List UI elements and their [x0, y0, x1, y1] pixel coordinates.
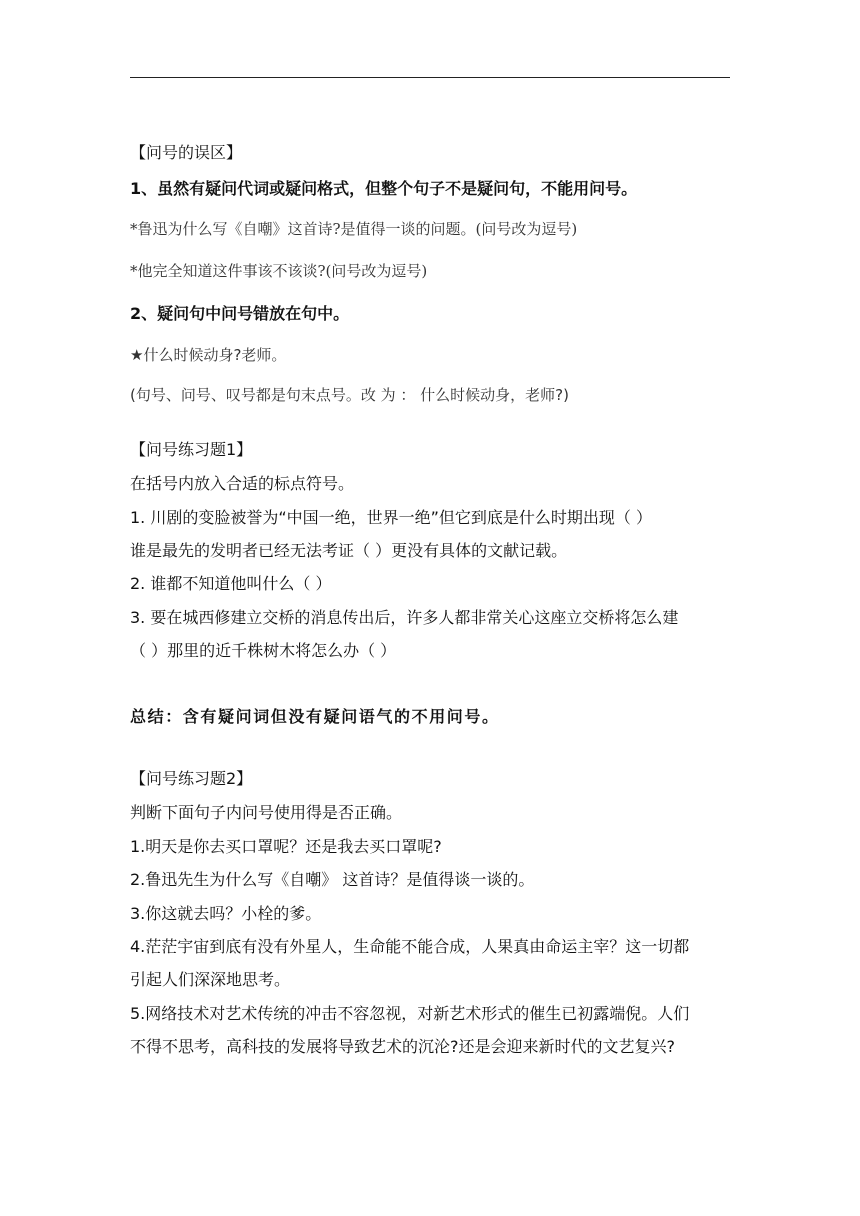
example-2: *他完全知道这件事该不该谈?(问号改为逗号) — [130, 262, 428, 280]
rule-1: 1、虽然有疑问代词或疑问格式，但整个句子不是疑问句，不能用问号。 — [130, 179, 638, 198]
exercise-2-q4-line1: 4.茫茫宇宙到底有没有外星人，生命能不能合成，人果真由命运主宰？这一切都 — [130, 937, 690, 956]
exercise-1-q3-line1: 3. 要在城西修建立交桥的消息传出后，许多人都非常关心这座立交桥将怎么建 — [130, 608, 679, 627]
exercise-1-instruction: 在括号内放入合适的标点符号。 — [130, 474, 355, 493]
exercise-2-instruction: 判断下面句子内问号使用得是否正确。 — [130, 803, 403, 822]
exercise-1-title: 【问号练习题1】 — [130, 440, 253, 459]
exercise-1-q1-line1: 1. 川剧的变脸被誉为“中国一绝，世界一绝”但它到底是什么时期出现（ ） — [130, 508, 653, 527]
exercise-2-q3: 3.你这就去吗？小栓的爹。 — [130, 904, 322, 923]
example-4: (句号、问号、叹号都是句末点号。改 为 ： 什么时候动身，老师?) — [130, 386, 569, 404]
exercise-1-q1-line2: 谁是最先的发明者已经无法考证（ ）更没有具体的文献记载。 — [130, 541, 568, 560]
exercise-2-q4-line2: 引起人们深深地思考。 — [130, 970, 291, 989]
exercise-1-q3-line2: （ ）那里的近千株树木将怎么办（ ） — [130, 641, 397, 660]
exercise-2-title: 【问号练习题2】 — [130, 769, 253, 788]
example-1: *鲁迅为什么写《自嘲》这首诗?是值得一谈的问题。(问号改为逗号) — [130, 220, 578, 238]
exercise-2-q5-line1: 5.网络技术对艺术传统的冲击不容忽视，对新艺术形式的催生已初露端倪。人们 — [130, 1004, 690, 1023]
rule-2: 2、疑问句中问号错放在句中。 — [130, 304, 350, 323]
exercise-2-q5-line2: 不得不思考，高科技的发展将导致艺术的沉沦?还是会迎来新时代的文艺复兴? — [130, 1037, 675, 1056]
exercise-2-q1: 1.明天是你去买口罩呢？还是我去买口罩呢? — [130, 837, 442, 856]
exercise-1-q2: 2. 谁都不知道他叫什么（ ） — [130, 574, 332, 593]
header-rule — [130, 77, 730, 78]
summary: 总结：含有疑问词但没有疑问语气的不用问号。 — [130, 707, 500, 726]
exercise-2-q2: 2.鲁迅先生为什么写《自嘲》 这首诗？是值得谈一谈的。 — [130, 870, 535, 889]
example-3: ★什么时候动身?老师。 — [130, 346, 287, 364]
section-title-misuse: 【问号的误区】 — [130, 143, 243, 162]
